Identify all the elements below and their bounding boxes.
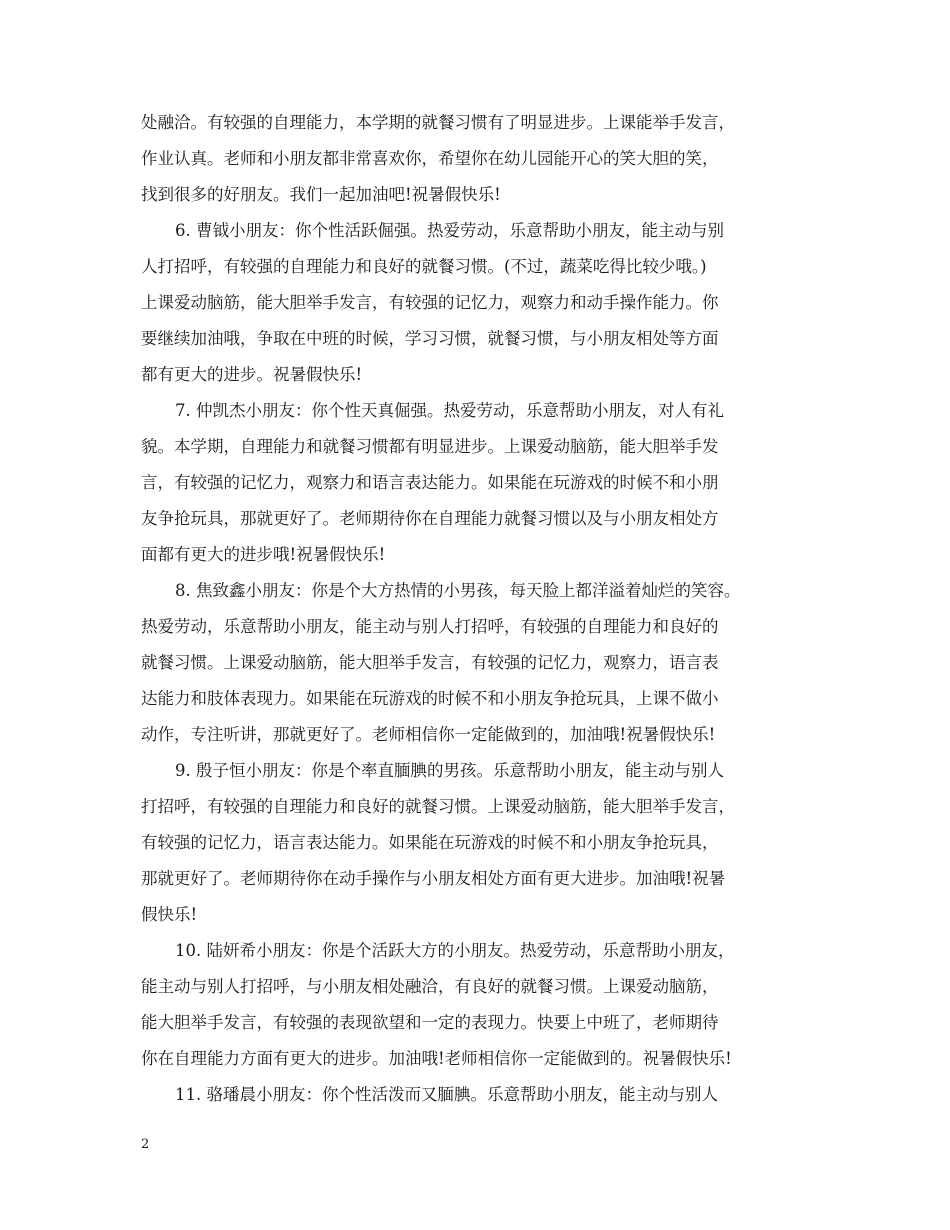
text-line: 打招呼，有较强的自理能力和良好的就餐习惯。上课爱动脑筋，能大胆举手发言， (141, 797, 735, 816)
paragraph-11-first-line: 11. 骆璠晨小朋友：你个性活泼而又腼腆。乐意帮助小朋友，能主动与别人 (175, 1085, 718, 1104)
paragraph-9-first-line: 9. 殷子恒小朋友：你是个率直腼腆的男孩。乐意帮助小朋友，能主动与别人 (175, 761, 724, 780)
text-line: 你在自理能力方面有更大的进步。加油哦!老师相信你一定能做到的。祝暑假快乐! (141, 1049, 732, 1068)
text-line: 假快乐! (141, 905, 198, 924)
text-line: 处融洽。有较强的自理能力，本学期的就餐习惯有了明显进步。上课能举手发言， (141, 113, 735, 132)
text-line: 友争抢玩具，那就更好了。老师期待你在自理能力就餐习惯以及与小朋友相处方 (141, 509, 719, 528)
text-line: 热爱劳动，乐意帮助小朋友，能主动与别人打招呼，有较强的自理能力和良好的 (141, 617, 719, 636)
text-line: 都有更大的进步。祝暑假快乐! (141, 365, 363, 384)
text-line: 找到很多的好朋友。我们一起加油吧!祝暑假快乐! (141, 185, 501, 204)
paragraph-6-first-line: 6. 曹钺小朋友：你个性活跃倔强。热爱劳动，乐意帮助小朋友，能主动与别 (175, 221, 724, 240)
text-line: 上课爱动脑筋，能大胆举手发言，有较强的记忆力，观察力和动手操作能力。你 (141, 293, 719, 312)
text-line: 要继续加油哦，争取在中班的时候，学习习惯，就餐习惯，与小朋友相处等方面 (141, 329, 719, 348)
paragraph-7-first-line: 7. 仲凯杰小朋友：你个性天真倔强。热爱劳动，乐意帮助小朋友，对人有礼 (175, 401, 724, 420)
text-line: 达能力和肢体表现力。如果能在玩游戏的时候不和小朋友争抢玩具，上课不做小 (141, 689, 719, 708)
text-line: 动作，专注听讲，那就更好了。老师相信你一定能做到的，加油哦!祝暑假快乐! (141, 725, 716, 744)
text-line: 有较强的记忆力，语言表达能力。如果能在玩游戏的时候不和小朋友争抢玩具， (141, 833, 719, 852)
text-line: 作业认真。老师和小朋友都非常喜欢你，希望你在幼儿园能开心的笑大胆的笑， (141, 149, 719, 168)
paragraph-10-first-line: 10. 陆妍希小朋友：你是个活跃大方的小朋友。热爱劳动，乐意帮助小朋友， (175, 941, 735, 960)
paragraph-8-first-line: 8. 焦致鑫小朋友：你是个大方热情的小男孩，每天脸上都洋溢着灿烂的笑容。 (175, 581, 741, 600)
text-line: 那就更好了。老师期待你在动手操作与小朋友相处方面有更大进步。加油哦!祝暑 (141, 869, 726, 888)
text-line: 人打招呼，有较强的自理能力和良好的就餐习惯。(不过，蔬菜吃得比较少哦。) (141, 257, 707, 276)
text-line: 面都有更大的进步哦!祝暑假快乐! (141, 545, 386, 564)
text-line: 言，有较强的记忆力，观察力和语言表达能力。如果能在玩游戏的时候不和小朋 (141, 473, 719, 492)
page-number: 2 (141, 1137, 150, 1152)
text-line: 貌。本学期，自理能力和就餐习惯都有明显进步。上课爱动脑筋，能大胆举手发 (141, 437, 719, 456)
text-line: 能大胆举手发言，有较强的表现欲望和一定的表现力。快要上中班了，老师期待 (141, 1013, 719, 1032)
text-line: 能主动与别人打招呼，与小朋友相处融洽，有良好的就餐习惯。上课爱动脑筋， (141, 977, 719, 996)
text-line: 就餐习惯。上课爱动脑筋，能大胆举手发言，有较强的记忆力，观察力，语言表 (141, 653, 719, 672)
